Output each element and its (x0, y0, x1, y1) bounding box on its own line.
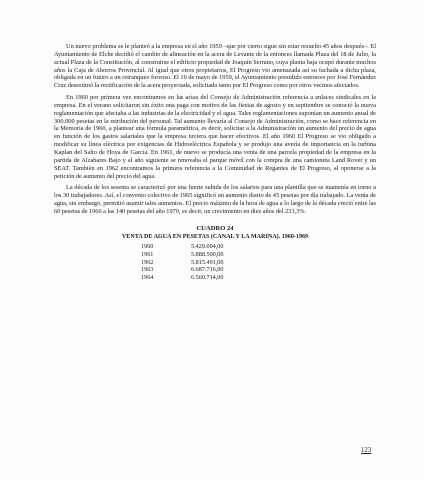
water-sales-table (141, 243, 261, 283)
year-cell: 1963 (141, 266, 154, 274)
table-subtitle: VENTA DE AGUA EN PESETAS (CANAL Y LA MARINA). 1960-1969 (121, 233, 309, 240)
amount-cell: 6.560.714,00 (191, 274, 224, 282)
paragraph: La década de los sesenta se caracterizó por una fuerte subida de los salarios para una plantilla que se mantenía en torno a los 30 trabajadores. Así, el convenio colectivo de 1965 significó un aumento diario de 45 pesetas por día trabajado. La venta de agua, sin embargo, permitió asumir tales aumentos. El precio máximo de la hora de agua a lo largo de la década creció entre las 60 pesetas de 1960 a las 140 pesetas del año 1970, es decir, un crecimiento en diez años del 233,3%. (54, 184, 376, 215)
year-cell: 1962 (141, 258, 154, 266)
paragraph: En 1960 por primera vez encontramos en las actas del Consejo de Administración referencia a enlaces sindicales en la empresa. En el verano solicitaron sin éxito una paga con motivo de las fiestas de agosto y en septiembre se conoció la nueva reglamentación que afectaba a las industrias de la electricidad y el agua. Tales reglamentaciones suponían un aumento anual de 300.000 pesetas en la retribución del personal. Tal aumento llevaría al Consejo de Administración, como se hace referencia en la Memoria de 1960, a plantear una fórmula paramétrica, es decir, solicitar a la Administración un aumento del precio de agua en función de los gastos salariales que la empresa tuviera que hacer efectivos. El año 1960 El Progreso se vio obligado a modificar su línea eléctrica por exigencias de Hidroeléctrica Española y se produjo una avería de importancia en la turbina Kaplan del Salto de Hoya de García. En 1961, de nuevo se producía una venta de una parcela propiedad de la empresa en la partida de Alzabares Bajo y al año siguiente se renovaba el parque móvil con la compra de una camioneta Land Rover y un SEAT. También en 1962 encontramos la primera referencia a la Comunidad de Regantes de El Progreso, al oponerse a la petición de aumento del precio del agua. (54, 94, 376, 180)
paragraph: Un nuevo problema se le planteó a la empresa en el año 1959 –que por cierto sigue sin estar resuelto 45 años después–. El Ayuntamiento de Elche decidió el cambio de alineación en la acera de Levante de la entonces llamada Plaza del 18 de Julio, la actual Plaza de la Constitución, al construirse el edificio propiedad de Joaquín Serrano, cuya planta baja ocupó durante muchos años la Caja de Ahorros Provincial. Al igual que otros propietarios, El Progreso vio amenazada así su fachada a dicha plaza, obligada en un futuro a un retranqueo forzoso. El 10 de mayo de 1959, el Ayuntamiento presidido entonces por José Fernández Cruz desestimó la rectificación de la acera proyectada, solicitada tanto por El Progreso como por otros vecinos afectados. (54, 43, 376, 90)
page-number: 123 (361, 447, 372, 454)
amount-cell: 6.687.716,00 (191, 266, 224, 274)
table-row (141, 243, 261, 251)
table-row (141, 274, 261, 282)
amount-cell: 5.815.491,00 (191, 258, 224, 266)
table-row (141, 251, 261, 259)
body-text (54, 43, 376, 282)
table-title: CUADRO 24 (196, 224, 234, 232)
table-row (141, 266, 261, 274)
year-cell: 1964 (141, 274, 154, 282)
year-cell: 1961 (141, 250, 154, 258)
table-row (141, 259, 261, 267)
amount-cell: 5.888.500,00 (191, 250, 224, 258)
amount-cell: 5.429.094,00 (191, 242, 224, 250)
year-cell: 1960 (141, 242, 154, 250)
